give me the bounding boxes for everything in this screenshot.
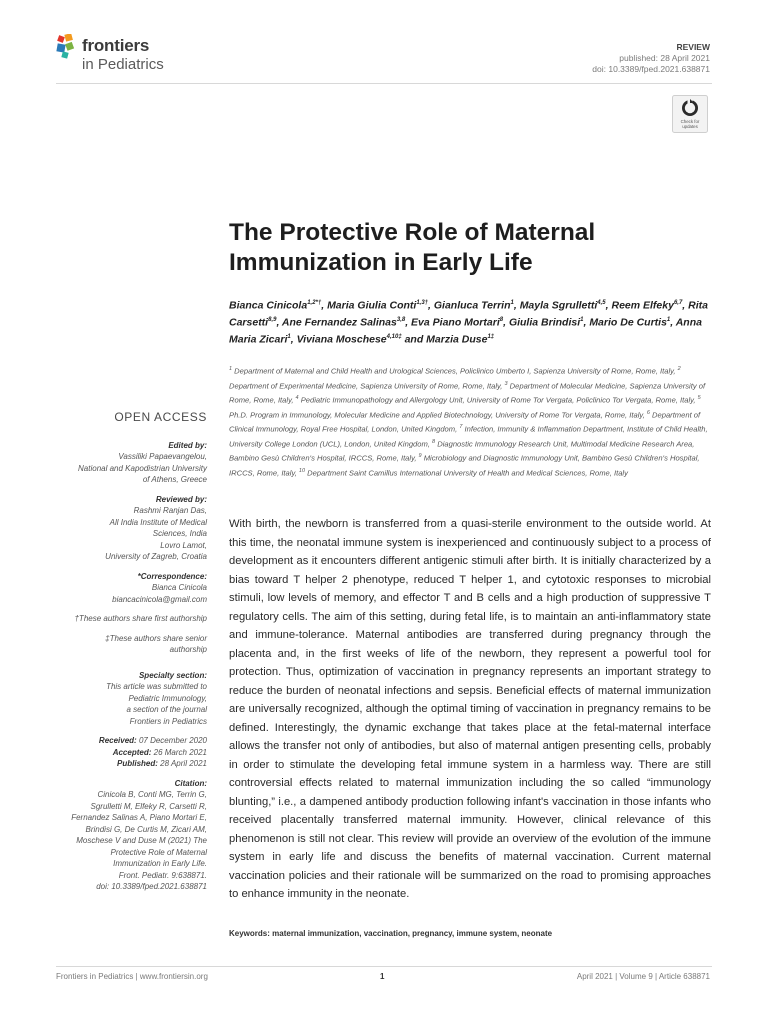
author-affiliation-marker: 8,9 [268,317,277,323]
page-number: 1 [380,972,385,981]
text-line: National and Kapodistrian University [78,463,207,473]
correspondence-info[interactable] [56,582,207,605]
keywords-value: maternal immunization, vaccination, pregnancy, immune system, neonate [272,929,553,938]
affiliation-number: 3 [504,380,508,387]
text-line: biancacinicola@gmail.com [112,594,207,604]
first-authorship-note: †These authors share first authorship [74,614,207,623]
check-for-updates-icon [672,95,708,133]
author-affiliation-marker: 1 [580,317,584,323]
text-line: Front. Pediatr. 9:638871. [118,870,207,880]
affiliation-text: Ph.D. Program in Immunology, Molecular Medicine and Applied Biotechnology, University of Rome Tor Vergata, Rome, Italy, [229,410,647,420]
correspondence-heading: *Correspondence: [137,571,207,581]
affiliation-text: Department of Molecular Medicine, Sapienza University of Rome, Rome, Italy, [229,381,706,405]
svg-text:updates: updates [682,124,698,129]
reviewed-by-heading: Reviewed by: [155,494,207,504]
published-date-sidebar: Published: 28 April 2021 [117,759,207,768]
author-name[interactable]: Viviana Moschese [296,333,387,346]
journal-logo[interactable] [56,30,196,80]
footer-divider [56,966,712,967]
dates [56,735,207,770]
doi[interactable]: doi: 10.3389/fped.2021.638871 [592,64,710,74]
text-line: Vassiliki Papaevangelou, [118,452,207,461]
affiliation-number: 7 [459,424,463,431]
published-date: published: 28 April 2021 [619,53,710,63]
affiliation-number: 10 [298,467,306,474]
text-line: authorship [169,645,207,654]
affiliation-number: 1 [229,366,233,372]
text-line: Sgrulletti M, Elfeky R, Carsetti R, [90,801,207,811]
author-affiliation-marker: 8 [499,317,504,323]
affiliation-number: 6 [646,409,650,416]
keywords [229,929,709,938]
text-line: University of Zagreb, Croatia [105,552,207,561]
check-for-updates-button[interactable] [672,95,708,133]
header-divider [56,83,712,84]
text-line: Rashmi Ranjan Das, [133,506,207,515]
affiliation-text: Diagnostic Immunology Research Unit, Multimodal Medicine Research Area, Bambino Gesù Children's Hospital, IRCCS, Rome, Italy, [229,439,695,463]
article-meta [592,42,710,75]
text-line: Immunization in Early Life. [113,859,207,868]
author-name[interactable]: Maria Giulia Conti [327,299,417,312]
keywords-label: Keywords: [229,929,270,938]
specialty-heading: Specialty section: [138,670,207,680]
author-affiliation-marker: 1‡ [487,334,495,340]
abstract-text: With birth, the newborn is transferred from a quasi-sterile environment to the outside world. At this time, the neonatal immune system is inexperienced and continuously subject to a process of development as it encounters different antigenic stimuli after birth. It is initially characterized by a bias toward T helper 2 phenotype, reduced T helper 1, and cytotoxic responses to microbial stimuli, low levels of memory, and effector T and B cells and a high production of suppressive T regulatory cells. The aim of this setting, during fetal life, is to maintain an anti-inflammatory state and immune-tolerance. Maternal antibodies are transferred during pregnancy through the placenta and, in the first weeks of life of the newborn, they represent a powerful tool for protection. Thus, optimization of vaccination in pregnancy represents an important strategy to reduce the burden of neonatal infections and sepsis. Beneficial effects of maternal immunization are universally recognized, although the optimal timing of vaccination in pregnancy remains to be defined. Interestingly, the dynamic exchange that takes place at the fetal-maternal interface allows the transfer not only of antibodies, but also of maternal antigen presenting cells, probably in order to stimulate the developing fetal immune system in a harmless way. There are still controversial effects related to maternal immunization including the so called “immunology blunting,” i.e., a dampened antibody production following infant's vaccination in those infants who received placentally transferred maternal immunity. However, clinical relevance of this phenomenon is still not clear. This review will provide an overview of the evolution of the immune system in early life and discuss the benefits of maternal vaccination. Current maternal vaccination policies and their rationale will be summarized on the road to promising approaches to enhance immunity in the neonate. [229,518,711,900]
brand-name: frontiers [82,36,150,55]
author-name[interactable]: Mayla Sgrulletti [519,299,598,312]
author-affiliation-marker: 3,8 [396,317,406,323]
text-line: of Athens, Greece [142,475,207,484]
affiliation-number: 4 [295,395,299,402]
author-affiliation-marker: 1,2*† [307,300,322,306]
article-type: REVIEW [676,42,710,52]
author-affiliation-marker: 6,7 [673,300,683,306]
author-name[interactable]: Reem Elfeky [611,299,674,312]
footer-journal[interactable]: Frontiers in Pediatrics | www.frontiersin.org [56,972,208,981]
text-line: Protective Role of Maternal [110,847,207,857]
frontiers-logo-icon [56,34,78,62]
author-affiliation-marker: 4,10‡ [386,334,402,340]
open-access-label: OPEN ACCESS [114,410,207,424]
senior-authorship-note [56,633,207,656]
citation-heading: Citation: [174,778,207,788]
affiliation-number: 2 [677,366,681,372]
author-name[interactable]: Mario De Curtis [589,316,667,329]
affiliation-text: Department Saint Camillus International University of Health and Medical Sciences, Rome, Italy [305,468,628,478]
text-line: Brindisi G, De Curtis M, Zicari AM, [85,824,207,834]
article-sidebar [56,412,207,893]
author-affiliation-marker: 1,3† [416,300,429,306]
text-line: Pediatric Immunology, [128,693,207,703]
author-name[interactable]: Eva Piano Mortari [411,316,500,329]
journal-name: in Pediatrics [82,56,164,73]
editor-info [56,451,207,486]
article-title: The Protective Role of Maternal Immunization in Early Life [229,219,596,276]
edited-by-heading: Edited by: [168,440,207,450]
author-name[interactable]: Bianca Cinicola [229,299,308,312]
author-affiliation-marker: 4,5 [597,300,606,306]
author-name[interactable]: Marzia Duse [426,333,488,346]
svg-text:Check for: Check for [680,119,700,124]
affiliations [229,363,709,479]
affiliation-number: 9 [418,453,422,460]
author-list: Bianca Cinicola$^{1,2*\dagger}$, Maria Giulia Conti$^{1,3\dagger}$, Gianluca Terrin$^1$, Mayla Sgrulletti$^{4,5}$, Reem Elfeky$^{6,7}$, Rita Carsetti$^{8,9}$, Ane Fernandez Salinas$^{3,8}$, Eva Piano Mortari$^8$, Giulia Brindisi$^1$, Mario De Curtis$^1$, Anna Maria Zicari$^1$, Viviana Moschese$^{4,10\ddagger}$ and Marzia Duse$^{1\ddagger}$ [229,299,708,346]
text-line: Fernandez Salinas A, Piano Mortari E, [71,813,207,822]
text-line: ‡These authors share senior [105,633,207,643]
affiliation-text: Department of Experimental Medicine, Sapienza University of Rome, Rome, Italy, [229,381,505,391]
author-name[interactable]: Gianluca Terrin [433,299,511,312]
citation-text [56,789,207,893]
author-name[interactable]: Rita Carsetti [229,299,708,329]
author-affiliation-marker: 1 [510,300,514,306]
text-line: doi: 10.3389/fped.2021.638871 [96,882,207,891]
text-line: This article was submitted to [106,682,207,691]
author-affiliation-marker: 1 [287,334,291,340]
accepted-date: Accepted: 26 March 2021 [112,747,207,757]
text-line: Lovro Lamot, [160,540,207,550]
text-line: Cinicola B, Conti MG, Terrin G, [97,790,207,799]
text-line: Bianca Cinicola [151,583,207,592]
affiliation-text: Microbiology and Diagnostic Immunology Unit, Bambino Gesù Children's Hospital, IRCCS, Rome, Italy, [229,453,700,478]
text-line: Moschese V and Duse M (2021) The [76,836,207,845]
affiliation-text: Infection, Immunity & Inflammation Department, Institute of Child Health, University College London (UCL), London, United Kingdom, [229,424,708,449]
affiliation-number: 5 [697,395,701,402]
affiliation-number: 8 [432,438,436,445]
text-line: a section of the journal [126,705,207,714]
affiliation-text: Department of Maternal and Child Health and Urological Sciences, Policlinico Umberto I, Sapienza University of Rome, Rome, Italy, [232,366,678,376]
text-line: Frontiers in Pediatrics [129,716,207,726]
affiliation-text: Department of Clinical Immunology, Royal Free Hospital, London, United Kingdom, [229,410,701,434]
received-date: Received: 07 December 2020 [98,736,207,745]
author-name[interactable]: Giulia Brindisi [508,316,581,329]
footer-issue: April 2021 | Volume 9 | Article 638871 [576,972,710,981]
author-affiliation-marker: 1 [666,317,671,323]
specialty-info [56,681,207,727]
affiliation-text: Pediatric Immunopathology and Allergology Unit, University of Rome Tor Vergata, Policlinico Tor Vergata, Rome, Italy, [298,395,698,405]
text-line: Sciences, India [152,529,207,538]
author-name[interactable]: Ane Fernandez Salinas [281,316,397,329]
author-name[interactable]: Anna Maria Zicari [229,316,702,346]
text-line: All India Institute of Medical [109,517,207,527]
reviewer-info [56,505,207,563]
